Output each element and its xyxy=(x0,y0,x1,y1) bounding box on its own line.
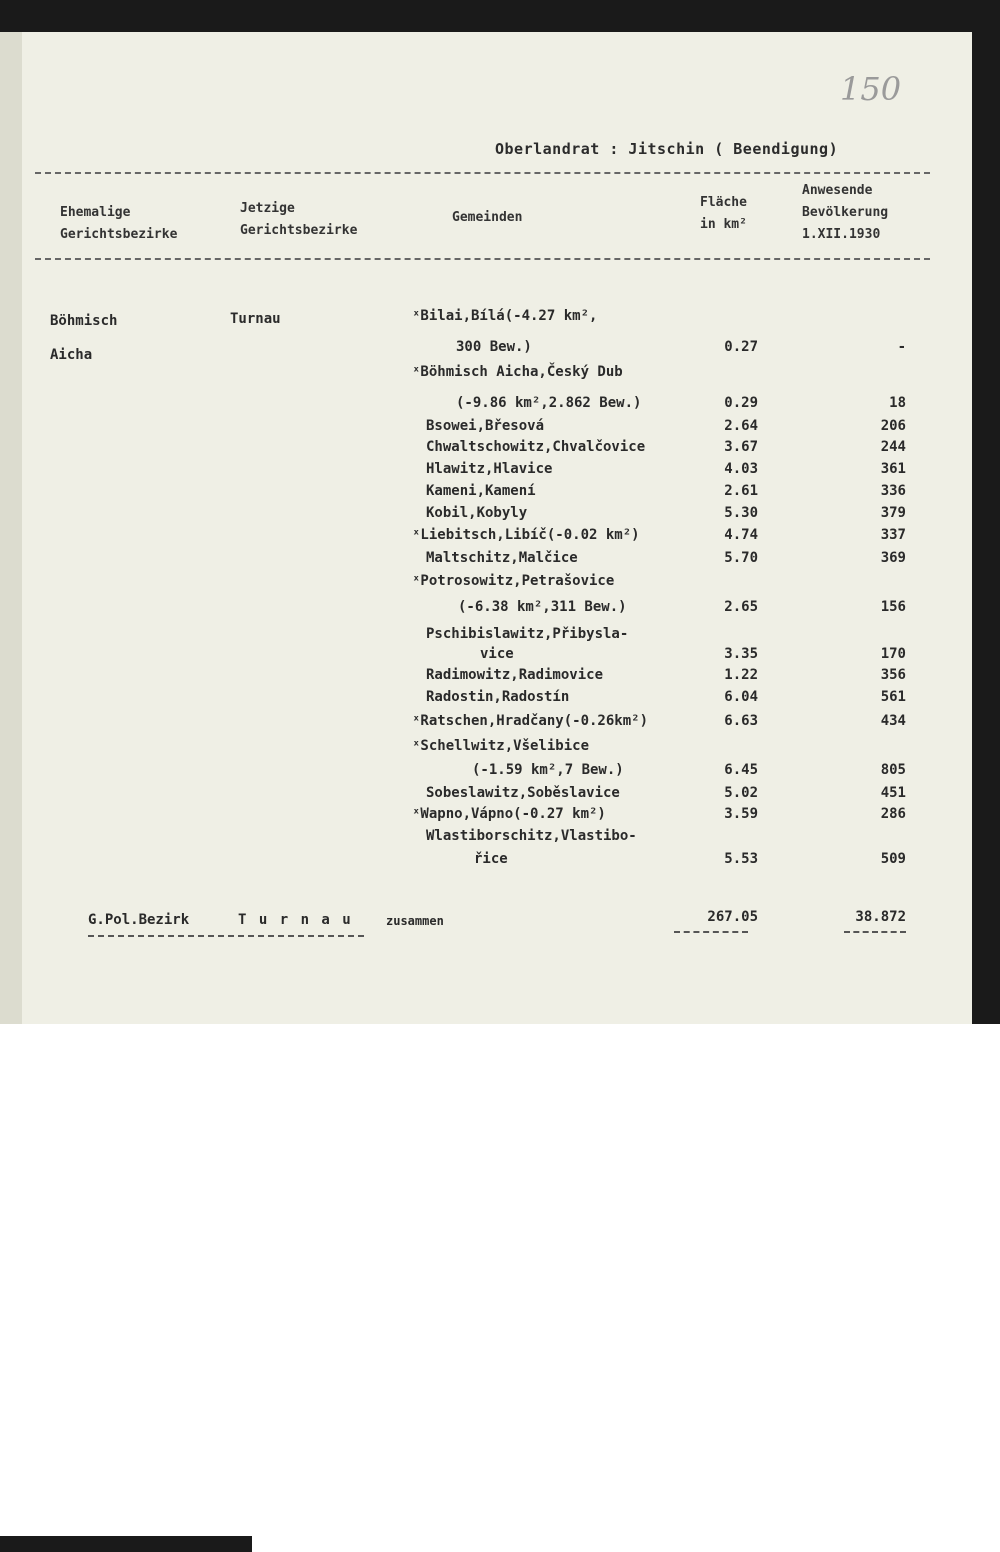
municipality-name: Wlastiborschitz,Vlastibo- xyxy=(426,828,637,844)
total-pop-underline xyxy=(844,931,906,933)
municipality-name: ˣPotrosowitz,Petrašovice xyxy=(412,573,615,589)
municipality-name: ˣWapno,Vápno(-0.27 km²) xyxy=(412,806,606,822)
municipality-population: 244 xyxy=(880,439,906,455)
page-binding-edge xyxy=(0,32,23,1024)
municipality-area: 0.27 xyxy=(724,339,758,355)
municipality-population: 337 xyxy=(880,527,906,543)
municipality-name: Bsowei,Břesová xyxy=(426,418,545,434)
municipality-area: 4.03 xyxy=(724,461,758,477)
former-district-line1: Böhmisch xyxy=(50,313,118,329)
total-label-underline xyxy=(88,935,364,937)
municipality-name: Pschibislawitz,Přibysla- xyxy=(426,626,629,642)
municipality-name: ˣBöhmisch Aicha,Český Dub xyxy=(412,364,623,380)
municipality-population: 509 xyxy=(880,851,906,867)
municipality-area: 5.53 xyxy=(724,851,758,867)
municipality-name: Chwaltschowitz,Chvalčovice xyxy=(426,439,646,455)
header-bottom-rule xyxy=(35,258,930,260)
municipality-name: Kameni,Kamení xyxy=(426,483,536,499)
municipality-area: 5.70 xyxy=(724,550,758,566)
municipality-population: 451 xyxy=(880,785,906,801)
municipality-name: 300 Bew.) xyxy=(456,339,532,355)
total-area-underline xyxy=(674,931,748,933)
col-former-districts: Ehemalige Gerichtsbezirke xyxy=(60,205,178,242)
total-population: 38.872 xyxy=(855,909,906,925)
municipality-population: 170 xyxy=(880,646,906,662)
municipality-area: 6.45 xyxy=(724,762,758,778)
scan-bottom-strip xyxy=(0,1536,252,1552)
municipality-name: Maltschitz,Malčice xyxy=(426,550,578,566)
municipality-area: 6.63 xyxy=(724,713,758,729)
col-current-districts: Jetzige Gerichtsbezirke xyxy=(240,201,358,238)
municipality-population: - xyxy=(897,339,906,355)
municipality-population: 286 xyxy=(880,806,906,822)
municipality-area: 2.61 xyxy=(724,483,758,499)
municipality-area: 3.59 xyxy=(724,806,758,822)
municipality-population: 369 xyxy=(880,550,906,566)
municipality-name: (-9.86 km²,2.862 Bew.) xyxy=(456,395,642,411)
municipality-area: 3.35 xyxy=(724,646,758,662)
municipality-population: 379 xyxy=(880,505,906,521)
municipality-population: 206 xyxy=(880,418,906,434)
municipality-name: (-6.38 km²,311 Bew.) xyxy=(458,599,627,615)
scan-top-border xyxy=(0,0,1000,32)
municipality-name: Radimowitz,Radimovice xyxy=(426,667,604,683)
municipality-area: 5.02 xyxy=(724,785,758,801)
municipality-population: 156 xyxy=(880,599,906,615)
page-title: Oberlandrat : Jitschin ( Beendigung) xyxy=(495,140,839,158)
municipality-name: ˣRatschen,Hradčany(-0.26km²) xyxy=(412,713,649,729)
municipality-name: ˣLiebitsch,Libíč(-0.02 km²) xyxy=(412,527,640,543)
municipality-name: vice xyxy=(480,646,514,662)
municipality-population: 336 xyxy=(880,483,906,499)
header-top-rule xyxy=(35,172,930,174)
scan-right-border xyxy=(972,0,1000,1024)
total-label: G.Pol.Bezirk xyxy=(88,912,190,928)
total-district: T u r n a u xyxy=(238,912,353,928)
municipality-name: Radostin,Radostín xyxy=(426,689,570,705)
municipality-name: Kobil,Kobyly xyxy=(426,505,528,521)
municipality-area: 5.30 xyxy=(724,505,758,521)
municipality-population: 18 xyxy=(889,395,906,411)
municipality-population: 561 xyxy=(880,689,906,705)
col-municipalities: Gemeinden xyxy=(452,210,523,225)
former-district-line2: Aicha xyxy=(50,347,93,363)
municipality-name: ˣBilai,Bílá(-4.27 km², xyxy=(412,308,598,324)
municipality-area: 3.67 xyxy=(724,439,758,455)
current-district: Turnau xyxy=(230,311,281,327)
municipality-area: 1.22 xyxy=(724,667,758,683)
col-area: Fläche in km² xyxy=(700,195,747,232)
municipality-area: 4.74 xyxy=(724,527,758,543)
municipality-name: řice xyxy=(474,851,508,867)
municipality-area: 0.29 xyxy=(724,395,758,411)
municipality-area: 2.65 xyxy=(724,599,758,615)
municipality-population: 805 xyxy=(880,762,906,778)
municipality-name: Sobeslawitz,Soběslavice xyxy=(426,785,620,801)
municipality-population: 356 xyxy=(880,667,906,683)
col-population: Anwesende Bevölkerung 1.XII.1930 xyxy=(802,183,889,242)
municipality-name: ˣSchellwitz,Všelibice xyxy=(412,738,590,754)
page-number: 150 xyxy=(840,70,902,108)
total-area: 267.05 xyxy=(707,909,758,925)
municipality-area: 6.04 xyxy=(724,689,758,705)
municipality-area: 2.64 xyxy=(724,418,758,434)
municipality-name: Hlawitz,Hlavice xyxy=(426,461,553,477)
municipality-name: (-1.59 km²,7 Bew.) xyxy=(472,762,624,778)
municipality-population: 361 xyxy=(880,461,906,477)
total-word: zusammen xyxy=(386,914,444,928)
municipality-population: 434 xyxy=(880,713,906,729)
